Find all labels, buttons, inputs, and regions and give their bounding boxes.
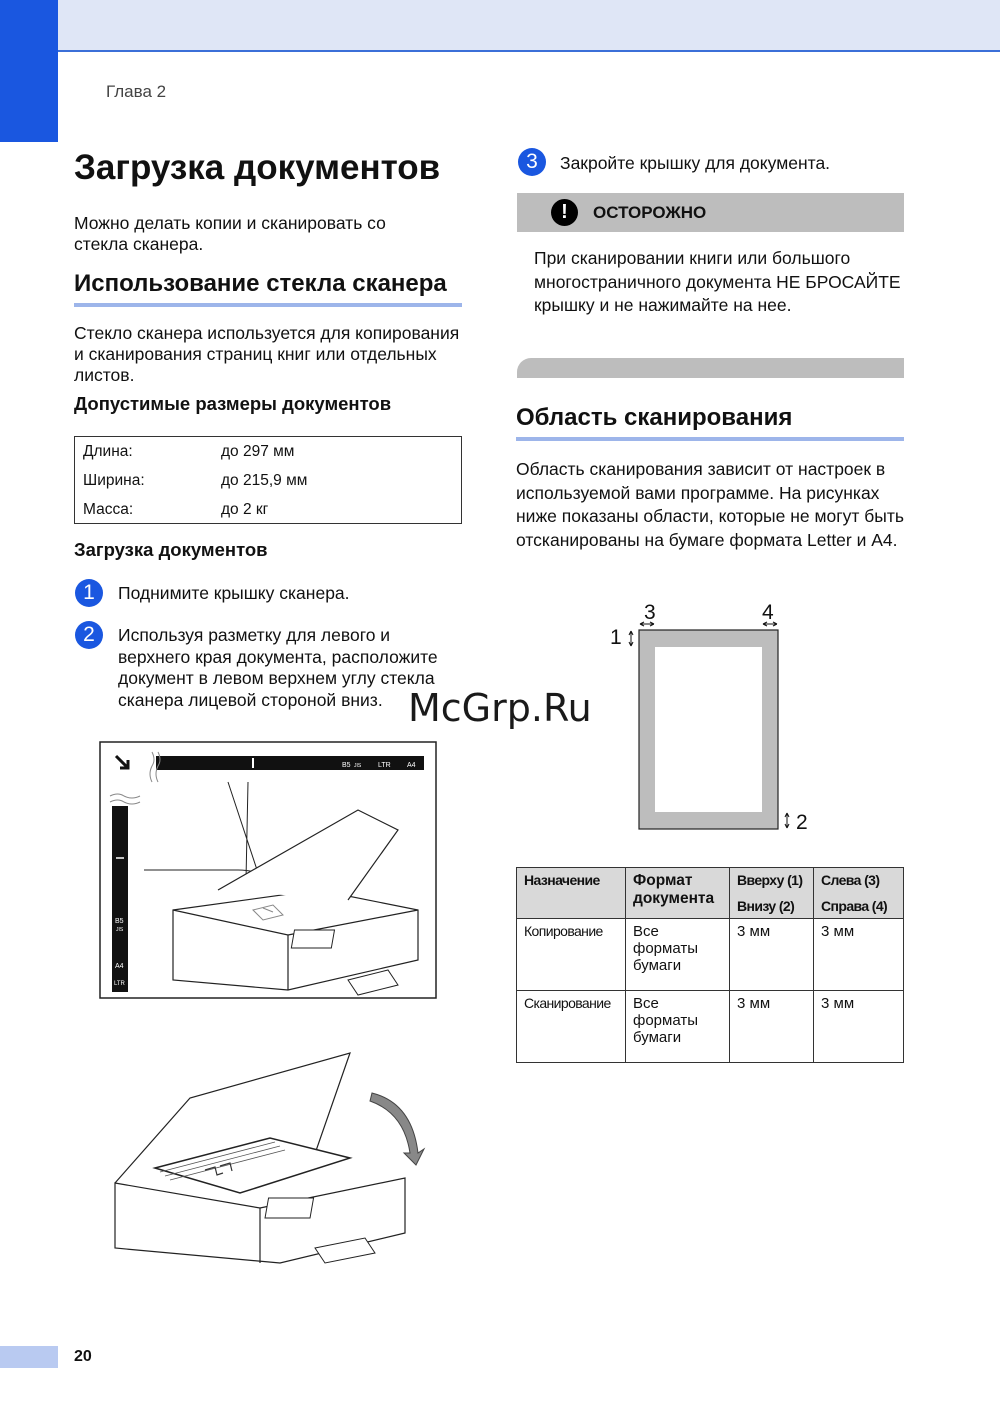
- corner-arrow-icon: [116, 756, 128, 768]
- scan-area-rule: [516, 437, 904, 441]
- footer-band: [0, 1346, 58, 1368]
- sizes-heading: Допустимые размеры документов: [74, 393, 392, 414]
- guide-ltr-top: LTR: [378, 762, 391, 769]
- cell-left-right: 3 мм: [814, 991, 904, 1063]
- step-3-badge: 3: [518, 148, 546, 176]
- step-1-badge: 1: [75, 579, 103, 607]
- break-mark: [110, 794, 140, 804]
- intro-text: Можно делать копии и сканировать со стекла сканера.: [74, 213, 386, 254]
- step-2-text: Используя разметку для левого и верхнего края документа, расположите документ в левом верхнем углу стекла сканера лицевой стороной вниз.: [118, 625, 438, 710]
- scanner-lid: [218, 810, 398, 900]
- close-arrow-icon: [370, 1093, 424, 1165]
- scanner-open-illustration: [98, 740, 438, 1040]
- section-glass-heading: Использование стекла сканера: [74, 270, 447, 297]
- guide-a4-left: A4: [115, 963, 124, 970]
- cell-purpose: Копирование: [517, 919, 626, 991]
- caution-text: При сканировании книги или большого многостраничного документа НЕ БРОСАЙТЕ крышку и не нажимайте на нее.: [534, 248, 901, 315]
- step-1-text: Поднимите крышку сканера.: [118, 583, 350, 603]
- header-band: [0, 0, 1000, 52]
- diagram-label-3: 3: [644, 601, 656, 624]
- guide-jis-left: JIS: [116, 927, 124, 933]
- cell-top-bottom: 3 мм: [730, 919, 814, 991]
- scan-area-diagram: [600, 595, 820, 840]
- step-2-badge: 2: [75, 621, 103, 649]
- caution-end-bar: [517, 358, 904, 378]
- cell-top-bottom: 3 мм: [730, 991, 814, 1063]
- sizes-value: до 215,9 мм: [221, 472, 308, 489]
- margin-arrow-2: [785, 813, 789, 828]
- table-row: [517, 919, 904, 991]
- scan-area-heading: Область сканирования: [516, 404, 793, 431]
- sizes-label: Масса:: [83, 501, 134, 518]
- watermark: McGrp.Ru: [408, 686, 592, 730]
- sizes-row-length: [83, 443, 295, 461]
- sizes-label: Ширина:: [83, 472, 145, 489]
- chapter-tab: [0, 0, 58, 142]
- diagram-label-2: 2: [796, 811, 808, 834]
- header-left-right: [814, 868, 904, 919]
- guide-b5-left: B5: [115, 918, 124, 925]
- header-format: Формат документа: [626, 868, 730, 919]
- diagram-label-1: 1: [610, 626, 622, 649]
- sizes-value: до 297 мм: [221, 443, 295, 460]
- warning-icon: !: [551, 199, 578, 226]
- margin-arrow-1: [629, 631, 633, 646]
- header-bottom: Внизу (2): [737, 898, 795, 914]
- section-glass-rule: [74, 303, 462, 307]
- guide-b5-top: B5: [342, 762, 351, 769]
- guide-jis-top: JIS: [354, 763, 362, 769]
- page-title: Загрузка документов: [74, 148, 441, 187]
- sizes-table: [74, 436, 462, 524]
- cell-format: Все форматы бумаги: [626, 991, 730, 1063]
- header-purpose: Назначение: [517, 868, 626, 919]
- cell-purpose: Сканирование: [517, 991, 626, 1063]
- sizes-value: до 2 кг: [221, 501, 269, 518]
- header-right: Справа (4): [821, 898, 888, 914]
- cell-left-right: 3 мм: [814, 919, 904, 991]
- sizes-row-mass: [83, 501, 269, 519]
- scan-margins-table: [516, 867, 904, 1063]
- page-number: 20: [74, 1348, 92, 1365]
- loading-heading: Загрузка документов: [74, 539, 268, 560]
- guide-a4-top: A4: [407, 762, 416, 769]
- table-header-row: [517, 868, 904, 919]
- section-glass-text: Стекло сканера используется для копирования и сканирования страниц книг или отдельных листов.: [74, 323, 460, 385]
- guide-ltr-left: LTR: [114, 981, 125, 987]
- caution-bar: [517, 193, 904, 232]
- header-left: Слева (3): [821, 872, 880, 888]
- sizes-row-width: [83, 472, 308, 490]
- step-3-text: Закройте крышку для документа.: [560, 153, 831, 173]
- header-top-bottom: [730, 868, 814, 919]
- scanner-close-illustration: [110, 1048, 430, 1308]
- sizes-label: Длина:: [83, 443, 133, 460]
- scannable-area: [655, 647, 762, 812]
- scan-area-text: Область сканирования зависит от настроек в используемой вами программе. На рисунках ниже показаны области, которые не могут быть отсканированы на бумаге формата Letter и A4.: [516, 459, 904, 550]
- caution-label: ОСТОРОЖНО: [593, 203, 707, 222]
- diagram-label-4: 4: [762, 601, 774, 624]
- chapter-label: Глава 2: [106, 82, 167, 101]
- table-row: [517, 991, 904, 1063]
- header-top: Вверху (1): [737, 872, 803, 888]
- cell-format: Все форматы бумаги: [626, 919, 730, 991]
